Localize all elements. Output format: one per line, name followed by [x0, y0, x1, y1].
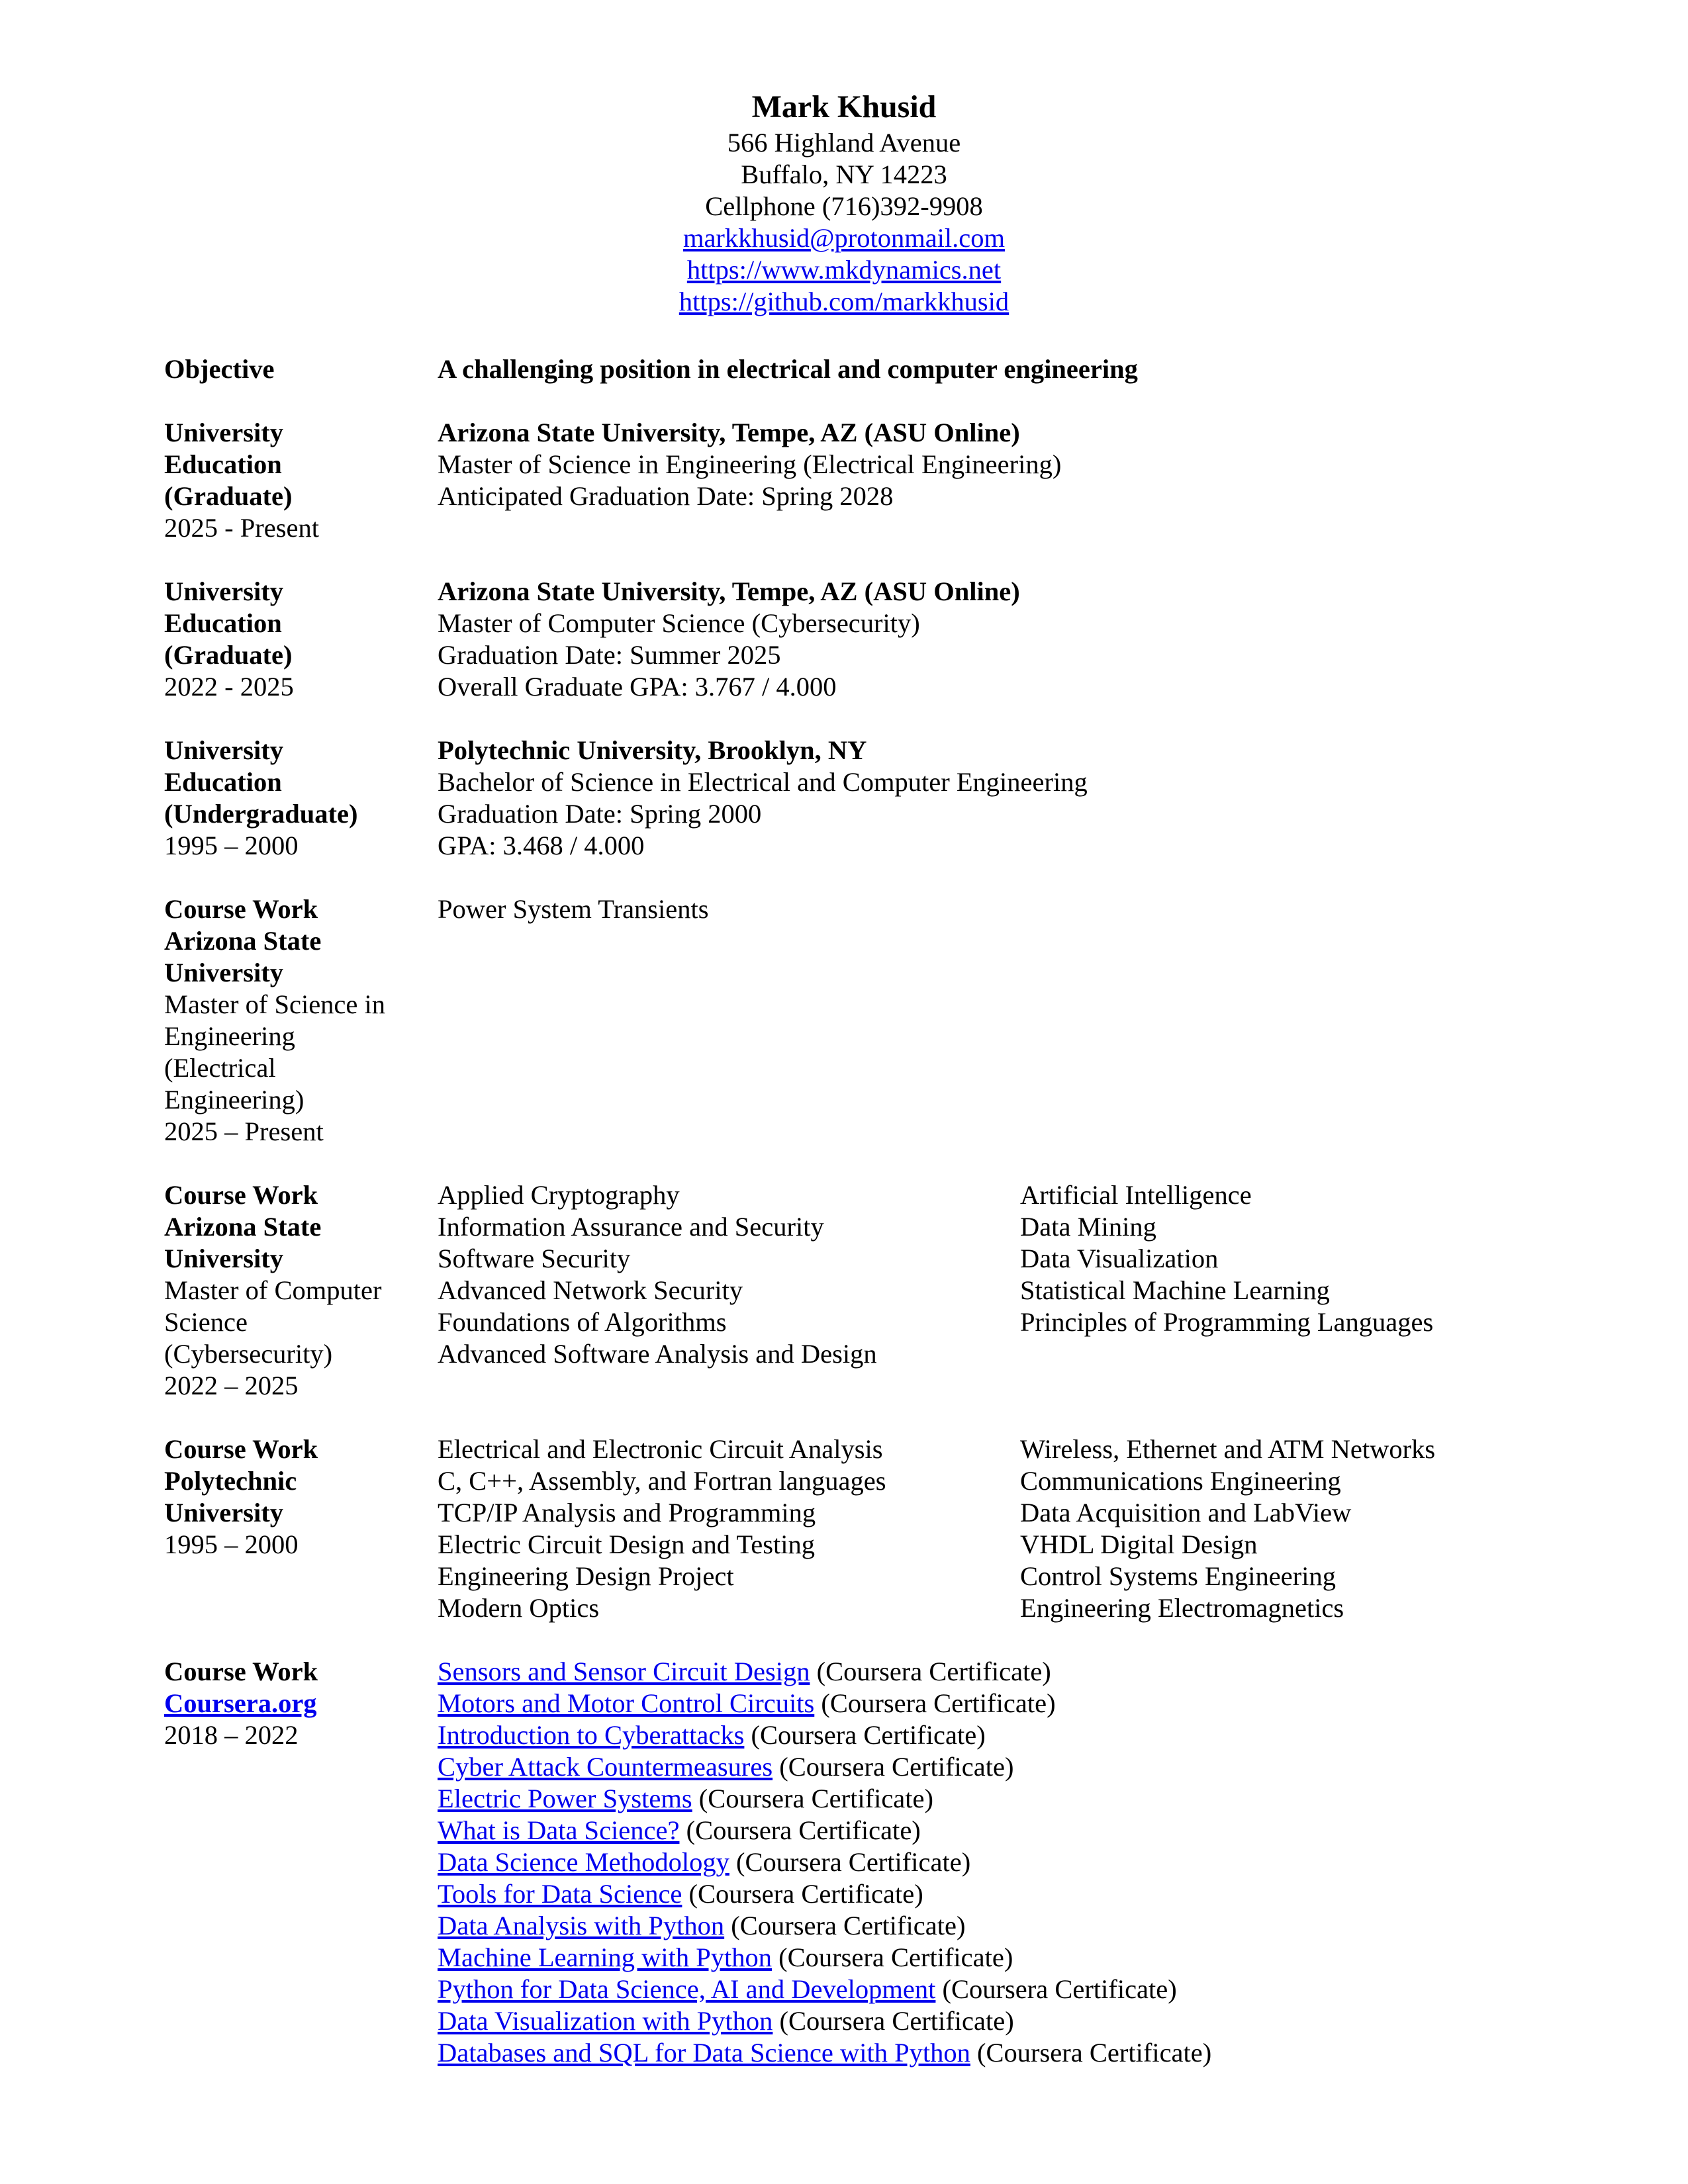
course-item: Control Systems Engineering — [1020, 1561, 1336, 1591]
course-item: Electrical and Electronic Circuit Analysis — [438, 1434, 883, 1464]
certificate-note: (Coursera Certificate) — [724, 1911, 966, 1940]
section-label: Course Work — [164, 1434, 318, 1464]
course-item: Software Security — [438, 1244, 631, 1273]
section-dates: 2025 – Present — [164, 1116, 324, 1146]
certificate-note: (Coursera Certificate) — [814, 1688, 1056, 1718]
coursera-course-link[interactable]: Cyber Attack Countermeasures — [438, 1752, 773, 1782]
coursera-course-link[interactable]: Machine Learning with Python — [438, 1942, 773, 1972]
degree-detail: Graduation Date: Summer 2025 — [438, 640, 781, 670]
section-sublabel: (Cybersecurity) — [164, 1339, 333, 1369]
course-item: Modern Optics — [438, 1593, 600, 1623]
github-link[interactable]: https://github.com/markkhusid — [679, 287, 1009, 316]
section-sublabel: Science — [164, 1307, 248, 1337]
coursera-course-row — [438, 1719, 1523, 1751]
section-sublabel: (Electrical — [164, 1053, 276, 1083]
address-line-2: Buffalo, NY 14223 — [741, 159, 947, 189]
coursera-course-row — [438, 1688, 1523, 1719]
course-item: Applied Cryptography — [438, 1180, 680, 1210]
section-label: Polytechnic — [164, 1466, 297, 1496]
course-item: Data Visualization — [1020, 1244, 1219, 1273]
course-item: Electric Circuit Design and Testing — [438, 1529, 816, 1559]
certificate-note: (Coursera Certificate) — [970, 2038, 1212, 2068]
degree-detail: Anticipated Graduation Date: Spring 2028 — [438, 481, 894, 511]
school-name: Arizona State University, Tempe, AZ (ASU Online) — [438, 576, 1020, 606]
section-dates: 2022 – 2025 — [164, 1371, 299, 1400]
degree-detail: Bachelor of Science in Electrical and Computer Engineering — [438, 767, 1088, 797]
coursera-course-row — [438, 1878, 1523, 1910]
course-item: Advanced Network Security — [438, 1275, 743, 1305]
section-label: University — [164, 1498, 283, 1527]
degree-detail: GPA: 3.468 / 4.000 — [438, 831, 645, 860]
section-label: Course Work — [164, 1180, 318, 1210]
certificate-note: (Coursera Certificate) — [744, 1720, 986, 1750]
phone: Cellphone (716)392-9908 — [705, 191, 983, 221]
certificate-note: (Coursera Certificate) — [935, 1974, 1177, 2004]
section-label: University — [164, 418, 283, 447]
candidate-name: Mark Khusid — [751, 89, 937, 124]
section-label: (Undergraduate) — [164, 799, 358, 829]
coursera-course-link[interactable]: Python for Data Science, AI and Development — [438, 1974, 936, 2004]
course-item: Wireless, Ethernet and ATM Networks — [1020, 1434, 1436, 1464]
resume-header — [0, 87, 1688, 318]
section-dates: 1995 – 2000 — [164, 831, 299, 860]
course-item: Engineering Design Project — [438, 1561, 734, 1591]
section-dates: 2025 - Present — [164, 513, 319, 543]
section-sublabel: Master of Science in — [164, 989, 386, 1019]
coursera-course-link[interactable]: Data Science Methodology — [438, 1847, 729, 1877]
section-label: Education — [164, 449, 282, 479]
coursera-course-row — [438, 1656, 1523, 1688]
section-label: (Graduate) — [164, 640, 293, 670]
certificate-note: (Coursera Certificate) — [729, 1847, 971, 1877]
coursera-course-row — [438, 1942, 1523, 1974]
course-item: Data Acquisition and LabView — [1020, 1498, 1352, 1527]
coursera-course-row — [438, 1751, 1523, 1783]
coursera-course-link[interactable]: Motors and Motor Control Circuits — [438, 1688, 815, 1718]
coursera-course-link[interactable]: Data Analysis with Python — [438, 1911, 725, 1940]
degree-detail: Master of Science in Engineering (Electrical Engineering) — [438, 449, 1062, 479]
coursera-course-link[interactable]: Electric Power Systems — [438, 1784, 692, 1813]
course-item: TCP/IP Analysis and Programming — [438, 1498, 816, 1527]
certificate-note: (Coursera Certificate) — [682, 1879, 923, 1909]
course-item: Information Assurance and Security — [438, 1212, 824, 1242]
coursera-course-row — [438, 1815, 1523, 1846]
certificate-note: (Coursera Certificate) — [692, 1784, 933, 1813]
coursera-course-link[interactable]: Tools for Data Science — [438, 1879, 682, 1909]
school-name: Arizona State University, Tempe, AZ (ASU Online) — [438, 418, 1020, 447]
degree-detail: Graduation Date: Spring 2000 — [438, 799, 762, 829]
coursera-course-row — [438, 2005, 1523, 2037]
section-label: University — [164, 958, 283, 987]
certificate-note: (Coursera Certificate) — [679, 1815, 921, 1845]
website-link[interactable]: https://www.mkdynamics.net — [686, 255, 1002, 285]
course-item: Communications Engineering — [1020, 1466, 1341, 1496]
section-label: Education — [164, 767, 282, 797]
email-link[interactable]: markkhusid@protonmail.com — [682, 223, 1006, 253]
certificate-note: (Coursera Certificate) — [773, 1752, 1014, 1782]
section-label: (Graduate) — [164, 481, 293, 511]
objective-text: A challenging position in electrical and computer engineering — [438, 354, 1138, 384]
coursera-course-row — [438, 1783, 1523, 1815]
section-label: Arizona State — [164, 1212, 322, 1242]
section-label: University — [164, 735, 283, 765]
section-dates: 2022 - 2025 — [164, 672, 294, 702]
coursera-link[interactable]: Coursera.org — [164, 1688, 317, 1718]
course-item: Statistical Machine Learning — [1020, 1275, 1330, 1305]
course-item: Foundations of Algorithms — [438, 1307, 727, 1337]
certificate-note: (Coursera Certificate) — [810, 1657, 1051, 1686]
coursera-course-link[interactable]: Databases and SQL for Data Science with Python — [438, 2038, 970, 2068]
section-sublabel: Master of Computer — [164, 1275, 382, 1305]
address-line-1: 566 Highland Avenue — [727, 128, 961, 158]
objective-label: Objective — [164, 354, 275, 384]
section-sublabel: Engineering — [164, 1021, 295, 1051]
course-item: Advanced Software Analysis and Design — [438, 1339, 877, 1369]
coursera-course-row — [438, 1910, 1523, 1942]
coursera-course-link[interactable]: What is Data Science? — [438, 1815, 680, 1845]
coursera-course-row — [438, 2037, 1523, 2069]
coursera-course-list — [438, 1656, 1523, 2069]
coursera-course-row — [438, 1974, 1523, 2005]
section-label: Course Work — [164, 1657, 318, 1686]
school-name: Polytechnic University, Brooklyn, NY — [438, 735, 867, 765]
course-item: Engineering Electromagnetics — [1020, 1593, 1344, 1623]
course-item: Power System Transients — [438, 894, 709, 924]
coursera-course-link[interactable]: Sensors and Sensor Circuit Design — [438, 1657, 810, 1686]
certificate-note: (Coursera Certificate) — [773, 2006, 1014, 2036]
section-sublabel: Engineering) — [164, 1085, 305, 1115]
coursera-course-link[interactable]: Data Visualization with Python — [438, 2006, 773, 2036]
section-dates: 1995 – 2000 — [164, 1529, 299, 1559]
section-label: University — [164, 576, 283, 606]
coursera-course-link[interactable]: Introduction to Cyberattacks — [438, 1720, 745, 1750]
section-label: Arizona State — [164, 926, 322, 956]
degree-detail: Master of Computer Science (Cybersecurity) — [438, 608, 920, 638]
section-label: University — [164, 1244, 283, 1273]
degree-detail: Overall Graduate GPA: 3.767 / 4.000 — [438, 672, 837, 702]
course-item: Principles of Programming Languages — [1020, 1307, 1434, 1337]
certificate-note: (Coursera Certificate) — [772, 1942, 1013, 1972]
section-dates: 2018 – 2022 — [164, 1720, 299, 1750]
section-label: Education — [164, 608, 282, 638]
course-item: VHDL Digital Design — [1020, 1529, 1258, 1559]
section-label: Course Work — [164, 894, 318, 924]
course-item: Artificial Intelligence — [1020, 1180, 1252, 1210]
course-item: Data Mining — [1020, 1212, 1156, 1242]
course-item: C, C++, Assembly, and Fortran languages — [438, 1466, 886, 1496]
coursera-course-row — [438, 1846, 1523, 1878]
